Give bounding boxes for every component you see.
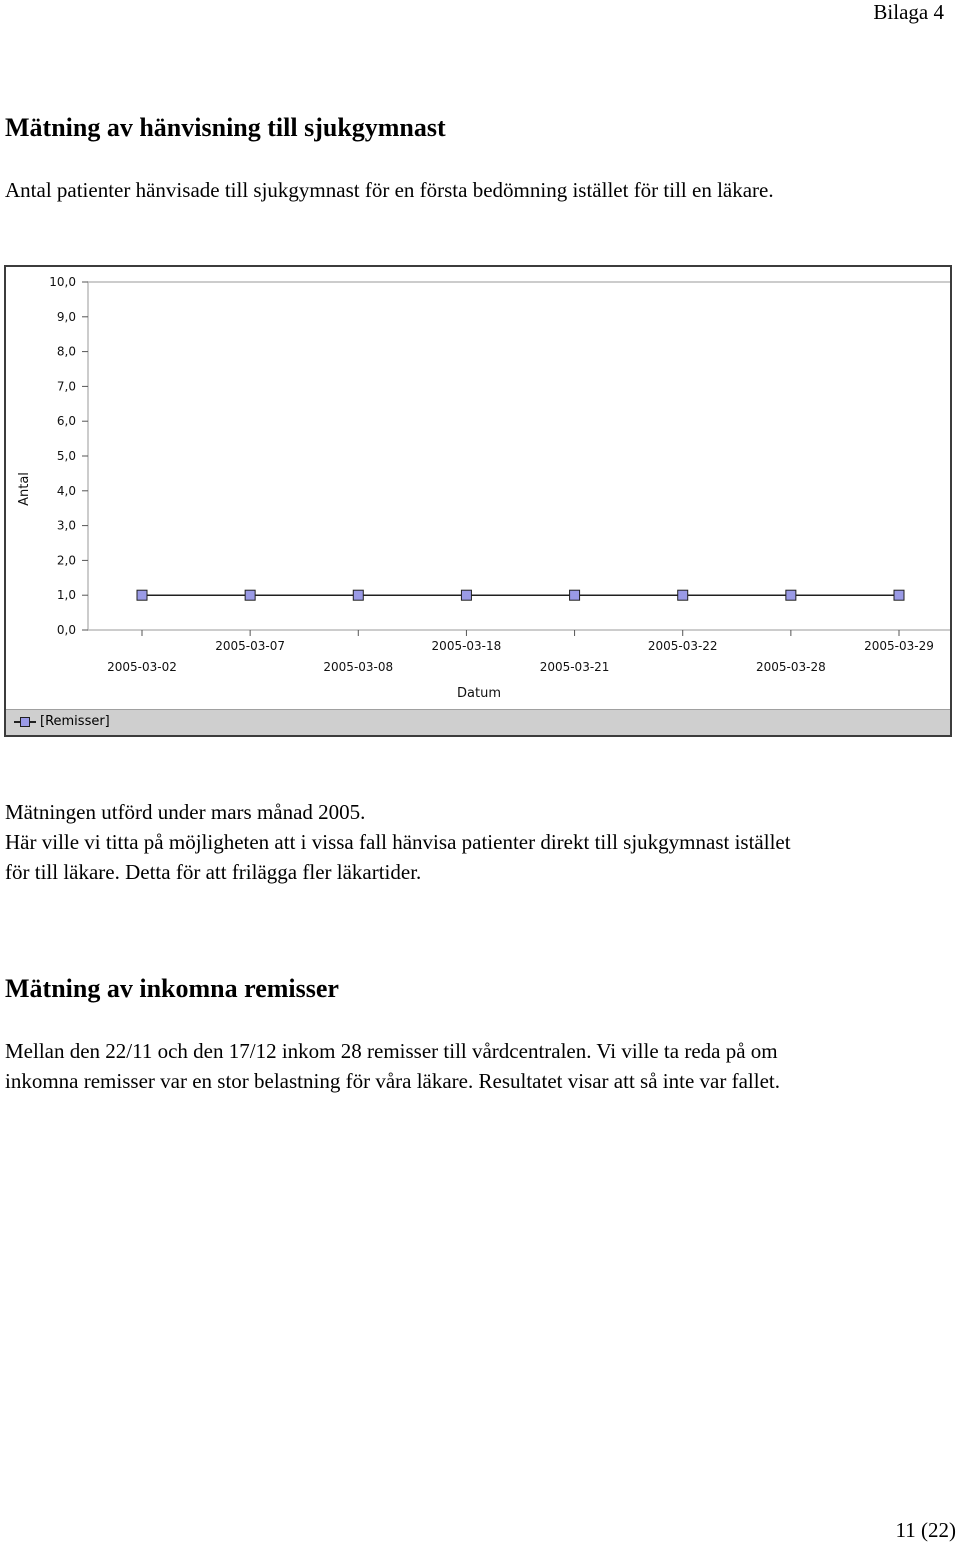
remisser-text-1: Mellan den 22/11 och den 17/12 inkom 28 remisser till vårdcentralen. Vi ville ta reda på om bbox=[5, 1039, 778, 1063]
y-tick-label: 3,0 bbox=[56, 518, 76, 533]
y-tick-label: 6,0 bbox=[56, 414, 76, 429]
data-point bbox=[353, 590, 363, 600]
measurement-note-1: Mätningen utförd under mars månad 2005. bbox=[5, 800, 366, 824]
y-tick-label: 0,0 bbox=[56, 623, 76, 637]
y-tick-label: 2,0 bbox=[56, 553, 76, 568]
remisser-text-2: inkomna remisser var en stor belastning för våra läkare. Resultatet visar att så inte var fallet. bbox=[5, 1069, 780, 1093]
x-tick-label: 2005-03-29 bbox=[864, 639, 934, 653]
legend-marker-icon bbox=[14, 716, 36, 728]
data-point bbox=[894, 590, 904, 600]
y-tick-label: 7,0 bbox=[56, 379, 76, 394]
section-intro: Antal patienter hänvisade till sjukgymnast för en första bedömning istället för till en läkare. bbox=[5, 178, 774, 202]
section-title-referral: Mätning av hänvisning till sjukgymnast bbox=[5, 113, 446, 142]
data-point bbox=[245, 590, 255, 600]
section-title-remisser: Mätning av inkomna remisser bbox=[5, 974, 339, 1003]
x-tick-label: 2005-03-21 bbox=[539, 660, 610, 674]
y-tick-label: 1,0 bbox=[56, 588, 76, 603]
annex-label: Bilaga 4 bbox=[873, 0, 944, 24]
data-point bbox=[570, 590, 580, 600]
chart-legend bbox=[6, 709, 950, 735]
y-tick-label: 5,0 bbox=[56, 449, 76, 463]
legend-label: [Remisser] bbox=[40, 714, 110, 729]
x-tick-label: 2005-03-22 bbox=[647, 639, 718, 653]
data-point bbox=[461, 590, 471, 600]
x-tick-label: 2005-03-28 bbox=[755, 660, 826, 674]
line-chart bbox=[4, 265, 952, 737]
data-point bbox=[137, 590, 147, 600]
y-tick-label: 10,0 bbox=[49, 275, 76, 289]
data-point bbox=[786, 590, 796, 600]
y-tick-label: 9,0 bbox=[56, 309, 76, 324]
measurement-note-3: för till läkare. Detta för att frilägga fler läkartider. bbox=[5, 860, 422, 884]
measurement-note-2: Här ville vi titta på möjligheten att i vissa fall hänvisa patienter direkt till sjukgymnast istället bbox=[5, 830, 791, 854]
y-axis-title: Antal bbox=[17, 472, 32, 506]
y-tick-label: 8,0 bbox=[56, 344, 76, 359]
x-tick-label: 2005-03-07 bbox=[215, 639, 286, 653]
x-tick-label: 2005-03-18 bbox=[431, 639, 502, 653]
page-number: 11 (22) bbox=[895, 1518, 956, 1542]
x-tick-label: 2005-03-08 bbox=[323, 660, 394, 674]
x-axis-title: Datum bbox=[457, 686, 501, 701]
plot-area bbox=[88, 282, 950, 630]
data-point bbox=[678, 590, 688, 600]
chart-plot bbox=[6, 267, 950, 709]
legend-item bbox=[14, 714, 110, 729]
y-tick-label: 4,0 bbox=[56, 483, 76, 498]
x-tick-label: 2005-03-02 bbox=[107, 660, 177, 674]
